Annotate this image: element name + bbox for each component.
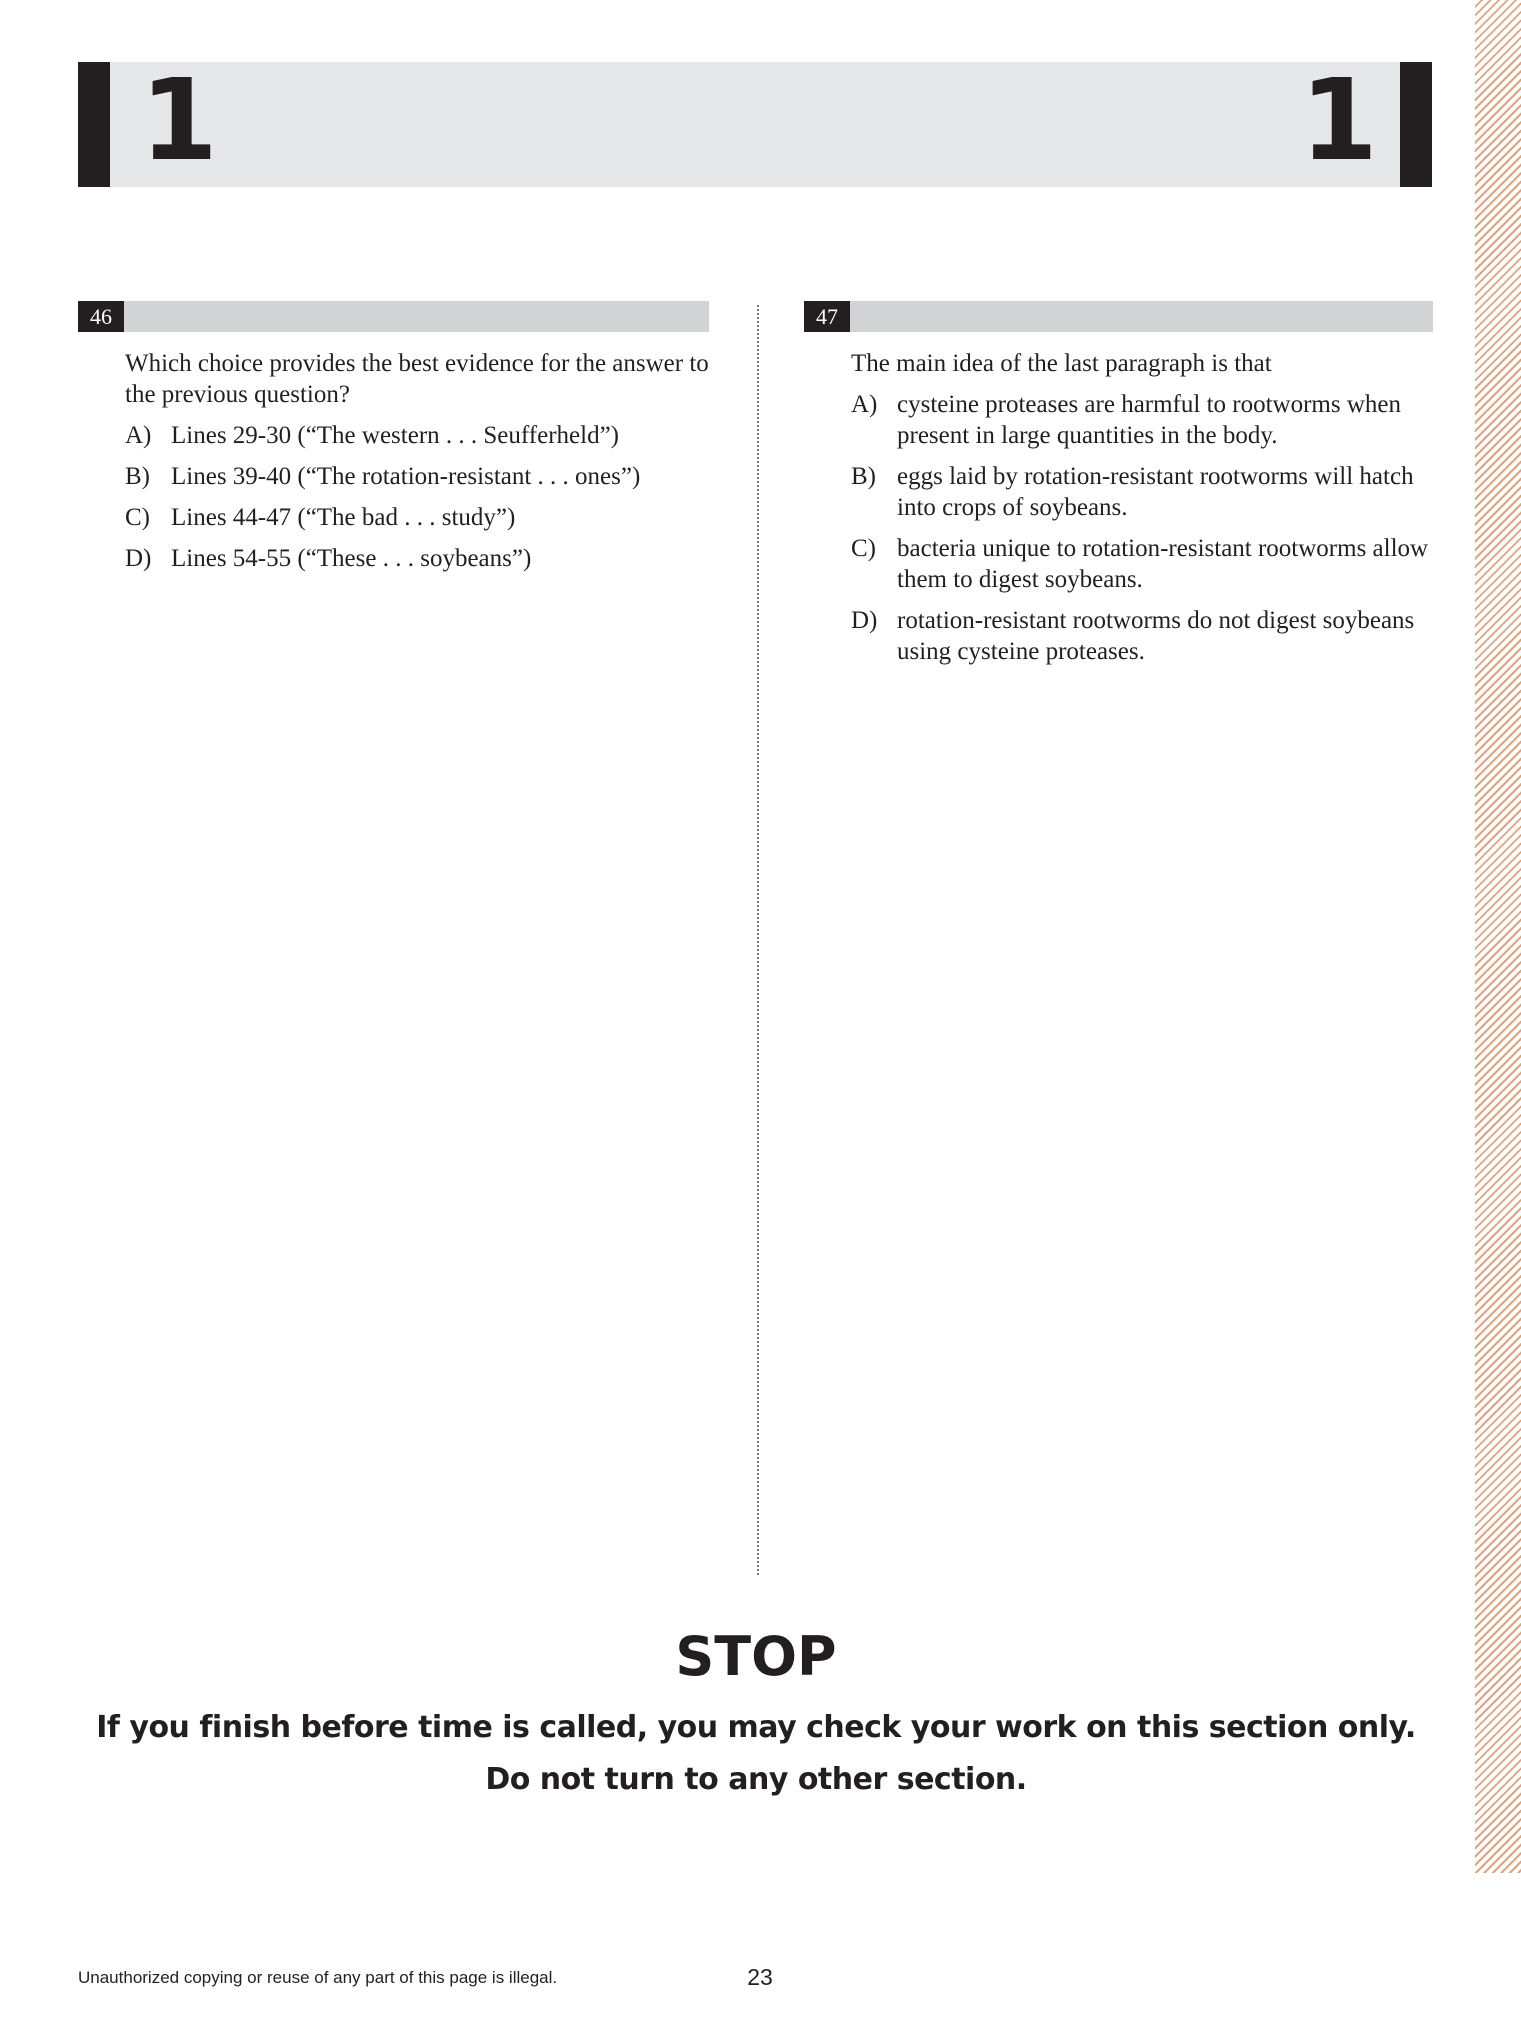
answer-choice-d[interactable]: [125, 543, 709, 574]
section-number-right: 1: [1300, 56, 1378, 186]
answer-choice-b[interactable]: [851, 461, 1433, 523]
choice-letter: D): [851, 607, 878, 634]
question-47: [804, 301, 1433, 677]
choice-text: Lines 44-47 (“The bad . . . study”): [171, 504, 516, 531]
column-divider: [757, 305, 759, 1575]
answer-choice-b[interactable]: [125, 461, 709, 492]
copyright-notice: Unauthorized copying or reuse of any part of this page is illegal.: [78, 1968, 558, 1987]
section-header-left-bar: [78, 62, 110, 187]
choice-text: Lines 39-40 (“The rotation-resistant . . . ones”): [171, 463, 641, 490]
answer-choice-a[interactable]: [125, 420, 709, 451]
question-number: 46: [78, 301, 124, 332]
stop-instruction-line-1: If you finish before time is called, you may check your work on this section only.: [96, 1710, 1416, 1745]
stop-instruction-line-2: Do not turn to any other section.: [485, 1762, 1027, 1797]
question-body: [125, 348, 709, 574]
page-number: 23: [747, 1964, 773, 1990]
answer-choice-c[interactable]: [851, 533, 1433, 595]
decorative-stripe-band: [1475, 0, 1521, 1873]
choice-letter: A): [851, 391, 878, 418]
stop-title: STOP: [675, 1625, 837, 1688]
question-46: [78, 301, 709, 584]
choice-letter: D): [125, 545, 152, 572]
choice-letter: B): [125, 463, 150, 490]
section-header-right-bar: [1400, 62, 1432, 187]
question-number: 47: [804, 301, 850, 332]
section-number-left: 1: [140, 56, 218, 186]
answer-choice-c[interactable]: [125, 502, 709, 533]
choice-text: bacteria unique to rotation-resistant rootworms allow them to digest soybeans.: [897, 535, 1429, 593]
question-header: [78, 301, 709, 332]
question-header: [804, 301, 1433, 332]
choice-text: cysteine proteases are harmful to rootworms when present in large quantities in the body.: [897, 391, 1402, 449]
choice-text: rotation-resistant rootworms do not digest soybeans using cysteine proteases.: [897, 607, 1415, 665]
answer-choice-a[interactable]: [851, 389, 1433, 451]
question-body: [851, 348, 1433, 667]
choice-letter: C): [851, 535, 876, 562]
section-header: [78, 62, 1432, 187]
question-stem: Which choice provides the best evidence for the answer to the previous question?: [125, 350, 709, 408]
choice-text: eggs laid by rotation-resistant rootworms will hatch into crops of soybeans.: [897, 463, 1414, 521]
choice-text: Lines 29-30 (“The western . . . Seufferheld”): [171, 422, 619, 449]
answer-choice-d[interactable]: [851, 605, 1433, 667]
choice-letter: A): [125, 422, 152, 449]
choice-letter: B): [851, 463, 876, 490]
choice-text: Lines 54-55 (“These . . . soybeans”): [171, 545, 532, 572]
choice-letter: C): [125, 504, 150, 531]
question-stem: The main idea of the last paragraph is that: [851, 350, 1272, 377]
